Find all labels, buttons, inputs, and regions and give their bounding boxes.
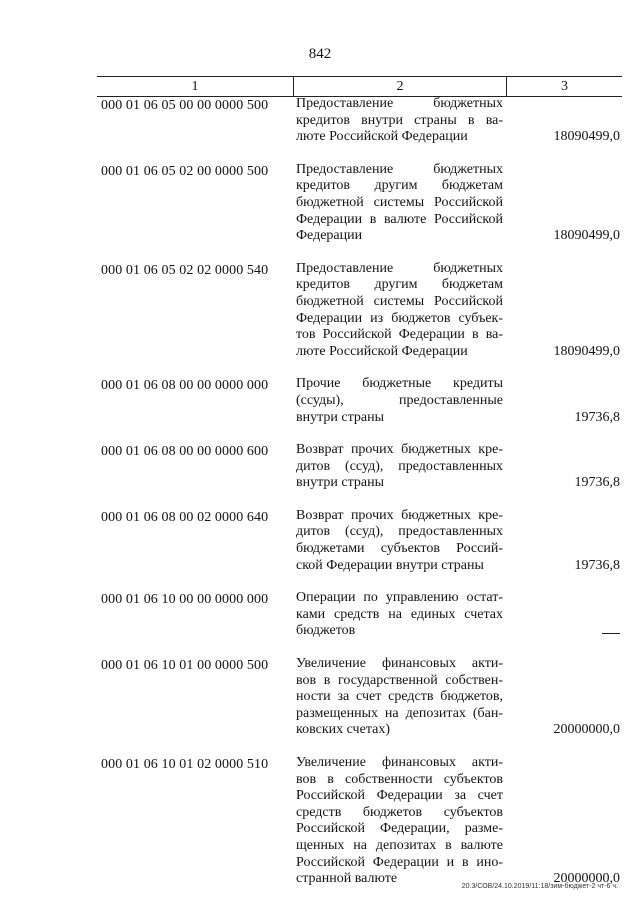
item-name-line: бюджетной системы Российской xyxy=(296,293,503,309)
item-name-line: вов в собственности субъектов xyxy=(296,771,503,787)
item-name-line: странной валюте xyxy=(296,871,398,887)
amount-value: 19736,8 xyxy=(574,475,620,491)
table-row xyxy=(97,162,622,245)
table-body xyxy=(97,96,622,904)
item-name-line: ковских счетах) xyxy=(296,722,390,738)
item-name-line: Федерации xyxy=(296,228,363,244)
item-name xyxy=(293,162,505,245)
amount xyxy=(505,656,622,739)
item-name-line: Возврат прочих бюджетных кре- xyxy=(296,442,503,458)
amount xyxy=(505,96,622,146)
item-name xyxy=(293,96,505,146)
header-col-1: 1 xyxy=(191,79,199,94)
item-name-line: ности за счет средств бюджетов, xyxy=(296,689,503,705)
item-name-line: Предоставление бюджетных xyxy=(296,260,503,276)
item-name-line: люте Российской Федерации xyxy=(296,343,468,359)
budget-code: 000 01 06 08 00 00 0000 600 xyxy=(101,444,269,460)
item-name-line: люте Российской Федерации xyxy=(296,129,468,145)
item-name-line: дитов (ссуд), предоставленных xyxy=(296,524,503,540)
item-name-line: размещенных на депозитах (бан- xyxy=(296,705,503,721)
budget-code: 000 01 06 05 02 02 0000 540 xyxy=(101,262,269,278)
item-name xyxy=(293,508,505,574)
item-name-line: Прочие бюджетные кредиты xyxy=(296,376,503,392)
table-row xyxy=(97,96,622,146)
item-name-line: Предоставление бюджетных xyxy=(296,96,503,111)
item-name-line: средств бюджетов субъектов xyxy=(296,804,503,820)
table-row xyxy=(97,590,622,640)
budget-code: 000 01 06 10 01 02 0000 510 xyxy=(101,757,269,772)
item-name-line: внутри страны xyxy=(296,475,384,491)
amount xyxy=(505,508,622,574)
amount xyxy=(505,162,622,245)
item-name-line: бюджетами субъектов Россий- xyxy=(296,541,503,557)
table-row xyxy=(97,376,622,426)
budget-code: 000 01 06 08 00 02 0000 640 xyxy=(101,509,269,525)
footer-stamp: 20.3/СОВ/24.10.2019/11:18/зим-бюджет-2 чт-6 ч. xyxy=(461,883,618,890)
item-name-line: Российской Федерации, разме- xyxy=(296,821,503,837)
amount xyxy=(505,261,622,361)
amount-value: 18090499,0 xyxy=(553,129,620,145)
budget-code: 000 01 06 05 02 00 0000 500 xyxy=(101,163,269,179)
budget-code: 000 01 06 10 00 00 0000 000 xyxy=(101,592,269,608)
table-row xyxy=(97,755,622,888)
amount-value: 19736,8 xyxy=(574,557,620,573)
table-header xyxy=(97,76,622,97)
table-row xyxy=(97,656,622,739)
item-name-line: кредитов другим бюджетам xyxy=(296,178,503,194)
amount-value: 20000000,0 xyxy=(553,722,620,738)
item-name-line: бюджетов xyxy=(296,623,356,639)
item-name xyxy=(293,261,505,361)
item-name-line: Российской Федерации за счет xyxy=(296,788,503,804)
table-row xyxy=(97,261,622,361)
item-name-line: тов Российской Федерации в ва- xyxy=(296,327,503,343)
item-name-line: Операции по управлению остат- xyxy=(296,590,503,606)
item-name-line: щенных на депозитах в валюте xyxy=(296,837,503,853)
item-name-line: кредитов другим бюджетам xyxy=(296,277,503,293)
table-row xyxy=(97,442,622,492)
table-row xyxy=(97,508,622,574)
header-col-2: 2 xyxy=(293,77,507,96)
amount xyxy=(505,376,622,426)
item-name-line: бюджетной системы Российской xyxy=(296,194,503,210)
dash-mark xyxy=(602,633,620,634)
item-name-line: Предоставление бюджетных xyxy=(296,161,503,177)
item-name-line: Увеличение финансовых акти- xyxy=(296,755,503,770)
amount xyxy=(505,755,622,888)
item-name-line: Федерации из бюджетов субъек- xyxy=(296,310,503,326)
amount-value: 18090499,0 xyxy=(553,228,620,244)
page-number: 842 xyxy=(308,46,332,62)
item-name-line: Российской Федерации и в ино- xyxy=(296,854,503,870)
item-name-line: (ссуды), предоставленные xyxy=(296,392,503,408)
item-name-line: вов в государственной собствен- xyxy=(296,672,503,688)
item-name-line: Увеличение финансовых акти- xyxy=(296,656,503,672)
item-name xyxy=(293,590,505,640)
header-col-3: 3 xyxy=(561,79,568,94)
item-name-line: дитов (ссуд), предоставленных xyxy=(296,458,503,474)
amount-value: 19736,8 xyxy=(574,409,620,425)
item-name xyxy=(293,656,505,739)
amount-value: 20000000,0 xyxy=(553,871,620,887)
amount-value: 18090499,0 xyxy=(553,343,620,359)
item-name-line: ской Федерации внутри страны xyxy=(296,557,484,573)
item-name-line: ками средств на единых счетах xyxy=(296,606,503,622)
item-name-line: кредитов внутри страны в ва- xyxy=(296,112,503,128)
amount xyxy=(505,442,622,492)
budget-code: 000 01 06 08 00 00 0000 000 xyxy=(101,378,269,394)
amount xyxy=(505,590,622,640)
item-name-line: Возврат прочих бюджетных кре- xyxy=(296,507,503,523)
budget-code: 000 01 06 05 00 00 0000 500 xyxy=(101,98,269,113)
item-name xyxy=(293,755,505,888)
item-name xyxy=(293,442,505,492)
item-name-line: внутри страны xyxy=(296,409,384,425)
budget-code: 000 01 06 10 01 00 0000 500 xyxy=(101,658,269,674)
item-name-line: Федерации в валюте Российской xyxy=(296,211,503,227)
item-name xyxy=(293,376,505,426)
